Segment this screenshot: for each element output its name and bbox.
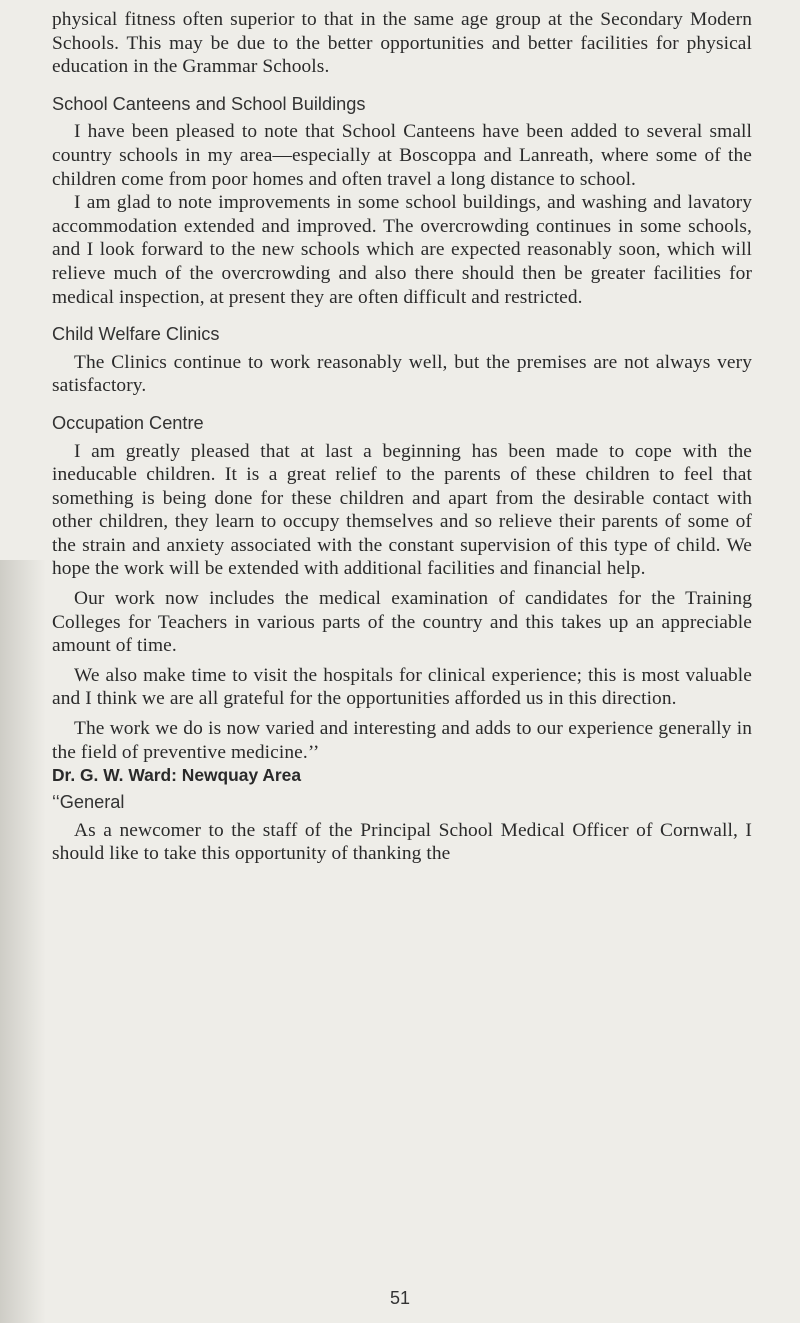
body-text <box>52 8 752 866</box>
clinics-heading: Child Welfare Clinics <box>52 324 220 345</box>
intro-paragraph: physical fitness often superior to that in the same age group at the Secondary Modern Schools. This may be due to the better opportunities and better facilities for physical education in the Grammar Schools. <box>52 9 752 78</box>
page-number: 51 <box>389 1288 411 1308</box>
canteens-paragraph-1: I have been pleased to note that School Canteens have been added to several small country schools in my area—especially at Boscoppa and Lanreath, where some of the children come from poor homes and often travel a long distance to school. <box>52 121 752 190</box>
page-edge-shadow <box>0 560 46 1323</box>
clinics-paragraph-1: The Clinics continue to work reasonably well, but the premises are not always very satisfactory. <box>52 351 752 397</box>
occupation-paragraph-2: Our work now includes the medical examination of candidates for the Training Colleges for Teachers in various parts of the country and this takes up an appreciable amount of time. <box>52 588 752 657</box>
occupation-heading: Occupation Centre <box>52 412 204 433</box>
ward-heading: Dr. G. W. Ward: Newquay Area <box>52 765 301 786</box>
canteens-heading: School Canteens and School Buildings <box>52 93 366 114</box>
ward-subheading: ‘‘General <box>52 792 125 813</box>
occupation-paragraph-4: The work we do is now varied and interesting and adds to our experience generally in the field of preventive medicine.’’ <box>52 718 752 763</box>
canteens-paragraph-2: I am glad to note improvements in some school buildings, and washing and lavatory accommodation extended and improved. The overcrowding continues in some schools, and I look forward to the new schools which are expected reasonably soon, which will relieve much of the overcrowding and also there should then be greater facilities for medical inspection, at present they are often difficult and restricted. <box>52 192 752 308</box>
occupation-paragraph-1: I am greatly pleased that at last a beginning has been made to cope with the ineducable children. It is a great relief to the parents of these children to feel that something is being done for these children and apart from the desirable contact with other children, they learn to occupy themselves and so relieve their parents of some of the strain and anxiety associated with the constant supervision of this type of child. We hope the work will be extended with additional facilities and financial help. <box>52 440 752 580</box>
occupation-paragraph-3: We also make time to visit the hospitals for clinical experience; this is most valuable and I think we are all grateful for the opportunities afforded us in this direction. <box>52 664 752 710</box>
ward-paragraph-1: As a newcomer to the staff of the Principal School Medical Officer of Cornwall, I should like to take this opportunity of thanking the <box>52 819 752 865</box>
